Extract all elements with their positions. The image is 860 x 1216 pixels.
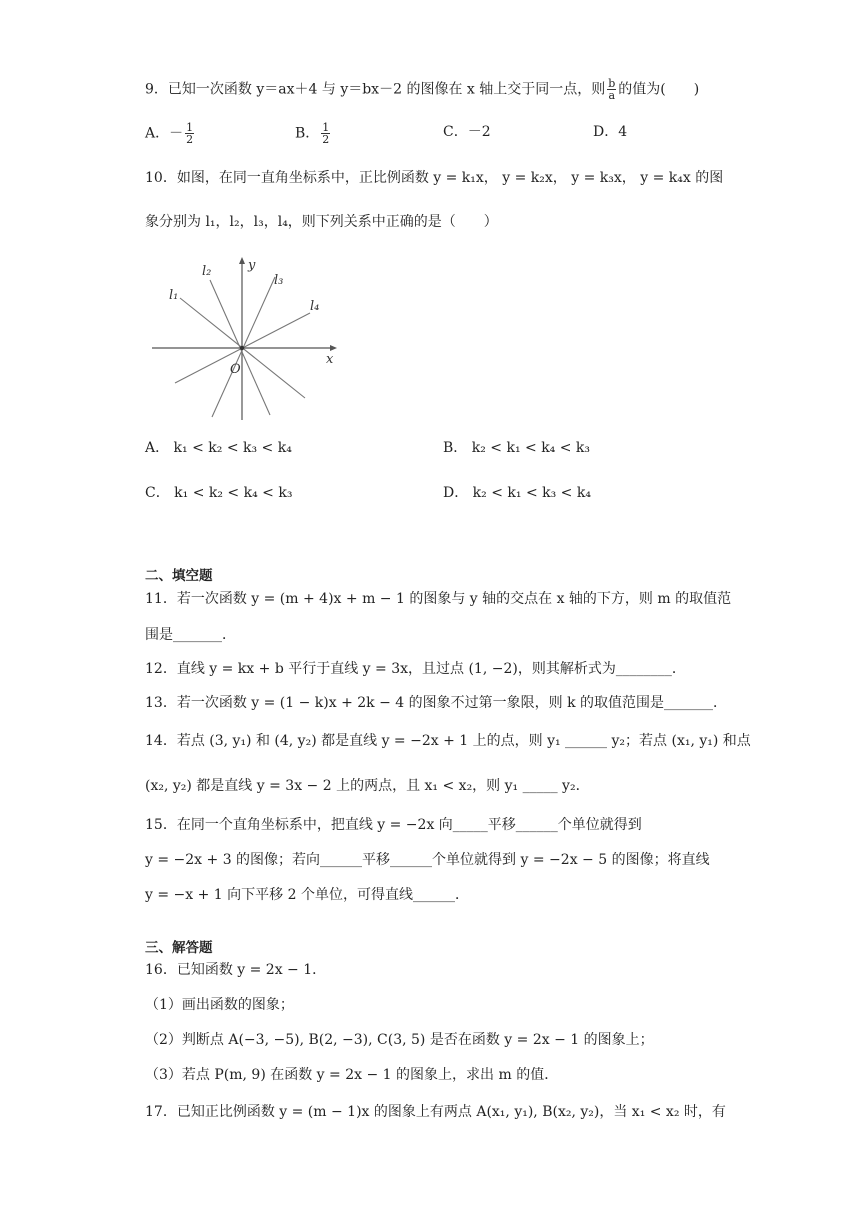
q9-text: 9．已知一次函数 y＝ax＋4 与 y＝bx－2 的图像在 x 轴上交于同一点，则 xyxy=(145,81,606,98)
q16-line-2: （1）画出函数的图象； xyxy=(145,997,294,1013)
q12: 12．直线 y = kx + b 平行于直线 y = 3x，且过点 (1, −2)，则其解析式为________． xyxy=(145,661,686,677)
q10-line-1: 10．如图，在同一直角坐标系中，正比例函数 y = k₁x， y = k₂x， y = k₃x， y = k₄x 的图 xyxy=(145,170,724,186)
y-axis-label: y xyxy=(248,258,256,273)
q9-option-d: D．4 xyxy=(593,124,628,140)
y-axis-arrow xyxy=(239,257,245,264)
q9-option-c: C．－2 xyxy=(443,124,491,140)
q14-line-1: 14．若点 (3, y₁) 和 (4, y₂) 都是直线 y = −2x + 1 上的点，则 y₁ ______ y₂；若点 (x₁, y₁) 和点 xyxy=(145,733,751,749)
l1-label: l₁ xyxy=(169,288,179,303)
origin-label: O xyxy=(230,362,241,377)
x-axis-label: x xyxy=(326,352,334,367)
q16-line-3: （2）判断点 A(−3, −5), B(2, −3), C(3, 5) 是否在函数 y = 2x − 1 的图象上； xyxy=(145,1032,654,1048)
l3-label: l₃ xyxy=(274,273,284,288)
q10-graph xyxy=(150,255,350,425)
section-fill-in-title: 二、填空题 xyxy=(145,568,213,584)
section-answer-title: 三、解答题 xyxy=(145,940,213,956)
q9-option-a: A．－ $\frac{1}{2}$ xyxy=(145,121,194,146)
q17-line-1: 17．已知正比例函数 y = (m − 1)x 的图象上有两点 A(x₁, y₁), B(x₂, y₂)，当 x₁ < x₂ 时，有 xyxy=(145,1104,726,1120)
l4-label: l₄ xyxy=(310,299,320,314)
q9-option-b: B． $\frac{1}{2}$ xyxy=(295,121,330,146)
q9-tail: 的值为( ) xyxy=(618,81,700,98)
q11-line-2: 围是_______． xyxy=(145,627,236,643)
q10-line-2: 象分别为 l₁，l₂，l₃，l₄，则下列关系中正确的是（ ） xyxy=(145,214,498,230)
q14-line-2: (x₂, y₂) 都是直线 y = 3x − 2 上的两点，且 x₁ < x₂，则 y₁ _____ y₂． xyxy=(145,778,590,794)
q9-frac-den: a xyxy=(608,89,616,102)
q9-frac-num: b xyxy=(608,77,616,90)
q11-line-1: 11．若一次函数 y = (m + 4)x + m − 1 的图象与 y 轴的交点在 x 轴的下方，则 m 的取值范 xyxy=(145,591,732,607)
q9-fraction xyxy=(607,78,616,101)
x-axis-arrow xyxy=(330,345,337,351)
q10-option-c: C． k₁ < k₂ < k₄ < k₃ xyxy=(145,485,293,501)
q10-option-b: B． k₂ < k₁ < k₄ < k₃ xyxy=(443,440,591,456)
q10-option-d: D． k₂ < k₁ < k₃ < k₄ xyxy=(443,485,591,501)
q15-line-3: y = −x + 1 向下平移 2 个单位，可得直线______． xyxy=(145,887,469,903)
l2-label: l₂ xyxy=(202,264,212,279)
q16-line-1: 16．已知函数 y = 2x − 1． xyxy=(145,962,327,978)
q10-option-a: A． k₁ < k₂ < k₃ < k₄ xyxy=(145,440,292,456)
q15-line-2: y = −2x + 3 的图像；若向______平移______个单位就得到 y = −2x − 5 的图像；将直线 xyxy=(145,852,710,868)
q16-line-4: （3）若点 P(m, 9) 在函数 y = 2x − 1 的图象上，求出 m 的值． xyxy=(145,1067,559,1083)
q15-line-1: 15．在同一个直角坐标系中，把直线 y = −2x 向_____平移______个单位就得到 xyxy=(145,817,642,833)
question-9 xyxy=(145,78,699,101)
q13: 13．若一次函数 y = (1 − k)x + 2k − 4 的图象不过第一象限，则 k 的取值范围是_______． xyxy=(145,695,728,711)
origin-dot xyxy=(240,346,244,350)
